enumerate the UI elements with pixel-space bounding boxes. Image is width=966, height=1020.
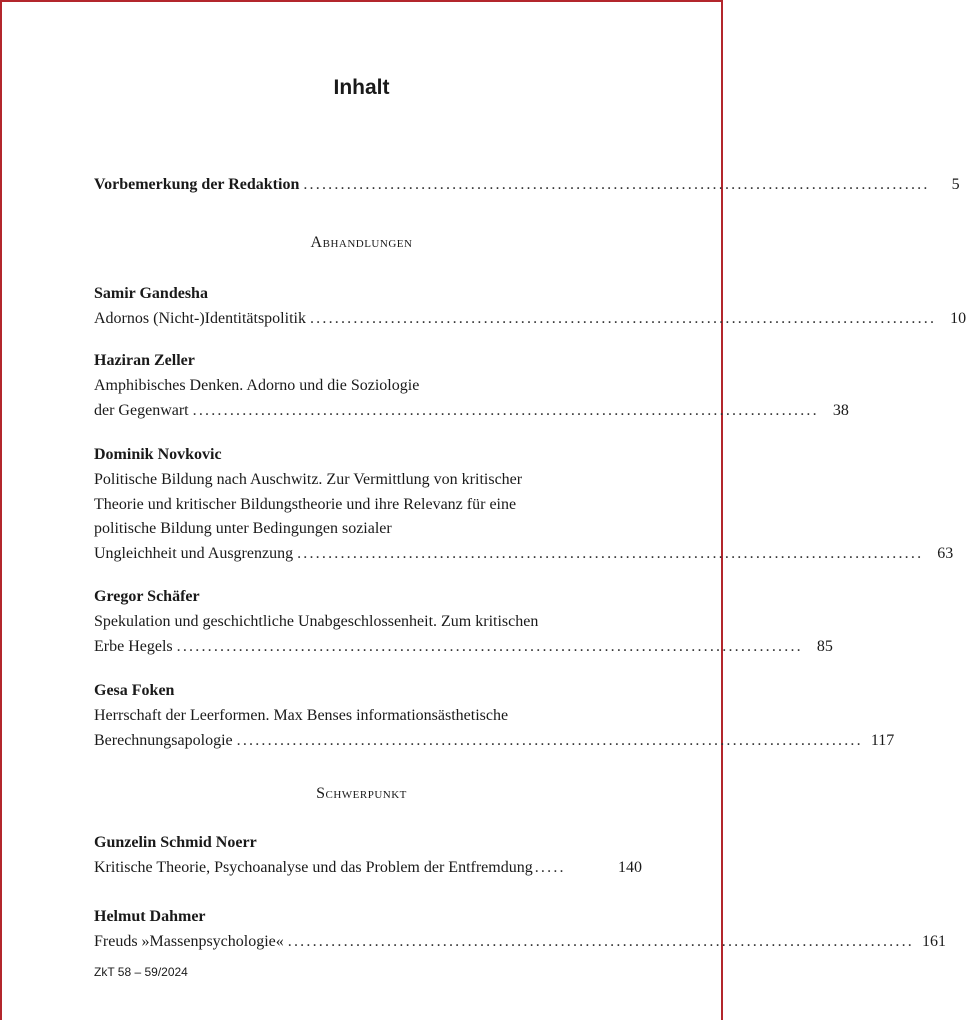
entry-title: Kritische Theorie, Psychoanalyse und das Problem der Entfremdung [94,859,533,876]
toc-entry[interactable] [94,904,946,955]
toc-entry[interactable] [94,281,966,332]
dot-leader: ..................................................................................................... [287,933,914,950]
entry-author: Dominik Novkovic [94,446,222,463]
dot-leader: ..................................................................................................... [303,176,930,193]
entry-title-line: Spekulation und geschichtliche Unabgeschlossenheit. Zum kritischen [94,613,539,630]
page-number: 10 [950,310,966,327]
dot-leader: ..................................................................................................... [236,731,863,749]
page-number: 161 [921,933,946,950]
dot-leader: ..................................................................................................... [192,401,819,419]
page-number: 140 [618,859,642,876]
entry-author: Gunzelin Schmid Noerr [94,834,257,851]
entry-title: Berechnungsapologie [94,731,233,749]
entry-author: Samir Gandesha [94,285,208,302]
entry-title: Freuds »Massenpsychologie« [94,933,284,950]
page-number: 117 [870,731,895,749]
dot-leader: ..................................................................................................... [176,637,803,655]
toc-entry[interactable] [94,830,642,881]
entry-title-line: Amphibisches Denken. Adorno und die Soziologie [94,377,420,394]
page-title: Inhalt [333,76,390,99]
dot-leader: ..... [534,859,566,876]
entry-author: Gesa Foken [94,682,175,699]
entry-title-line: Herrschaft der Leerformen. Max Benses informationsästhetische [94,707,509,724]
entry-title: Adornos (Nicht-)Identitätspolitik [94,310,306,327]
entry-title-line: politische Bildung unter Bedingungen sozialer [94,520,392,537]
page-number: 5 [951,176,960,193]
entry-title: Ungleichheit und Ausgrenzung [94,544,294,562]
page-number: 38 [832,401,849,419]
toc-entry[interactable] [94,442,954,566]
preface-label: Vorbemerkung der Redaktion [94,176,300,193]
toc-entry[interactable] [94,584,833,659]
entry-title-line: Theorie und kritischer Bildungstheorie und ihre Relevanz für eine [94,495,517,513]
entry-author: Haziran Zeller [94,352,195,369]
entry-title-line: Politische Bildung nach Auschwitz. Zur Vermittlung von kritischer [94,471,523,488]
page-number: 63 [937,544,954,562]
page-number: 85 [816,637,833,655]
entry-author: Helmut Dahmer [94,908,206,925]
entry-author: Gregor Schäfer [94,588,200,605]
toc-preface[interactable] [94,173,960,198]
entry-title: der Gegenwart [94,401,189,419]
journal-footer: ZkT 58 – 59/2024 [94,965,188,979]
dot-leader: ..................................................................................................... [309,310,937,327]
section-heading-abhandlungen: Abhandlungen [310,234,413,251]
entry-title: Erbe Hegels [94,637,173,655]
section-heading-schwerpunkt: Schwerpunkt [316,785,407,802]
toc-entry[interactable] [94,348,849,423]
dot-leader: ..................................................................................................... [297,544,924,562]
toc-entry[interactable] [94,678,895,753]
